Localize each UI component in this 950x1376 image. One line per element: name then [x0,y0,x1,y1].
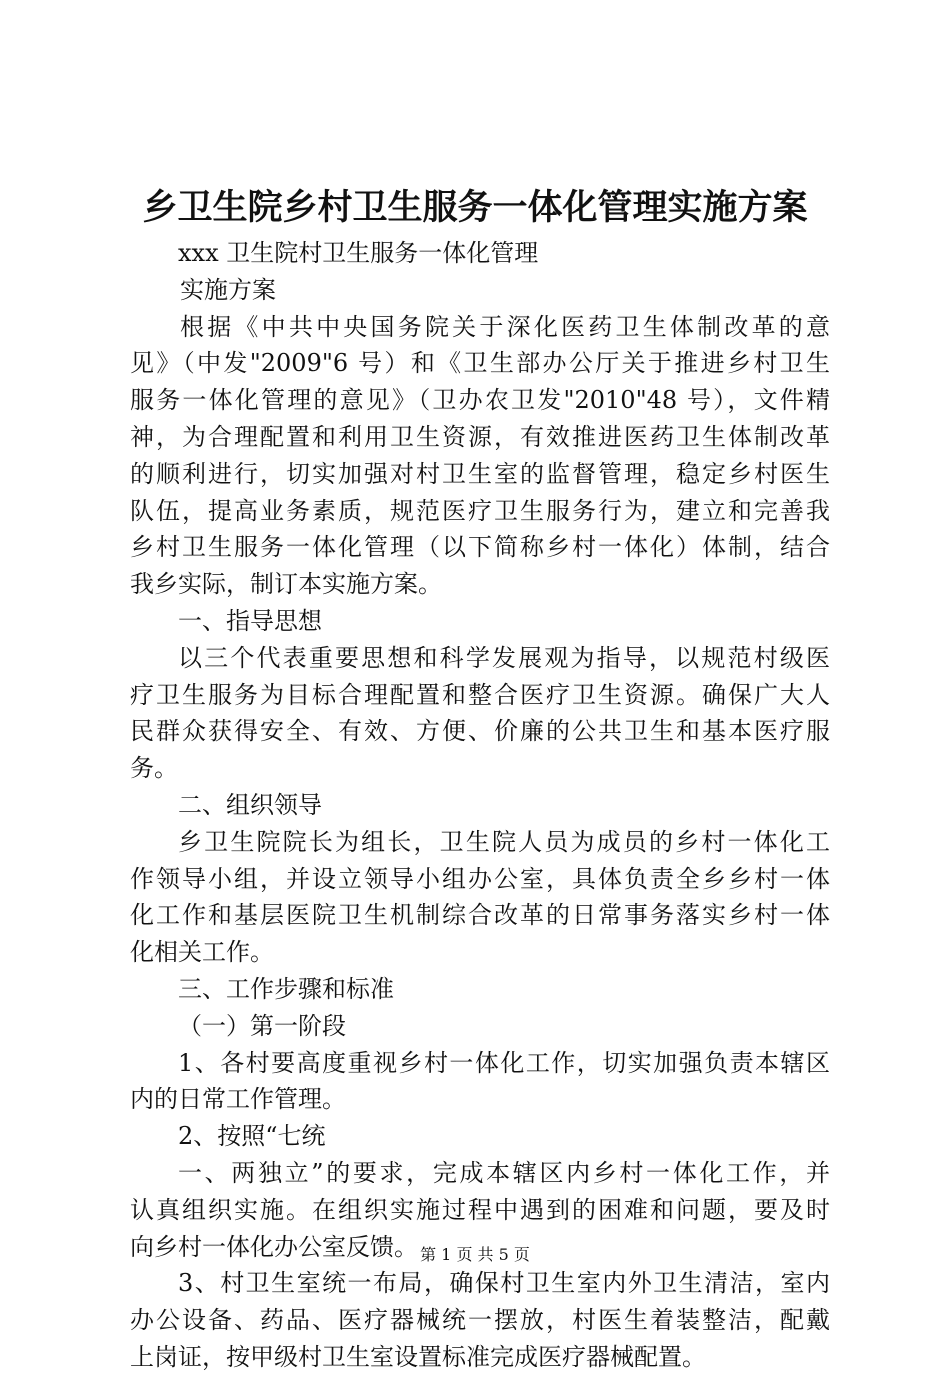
text-line: 办公设备、药品、医疗器械统一摆放，村医生着装整洁，配戴 [130,1306,830,1335]
text-line: 认真组织实施。在组织实施过程中遇到的困难和问题，要及时 [130,1195,830,1224]
text-line: 服务一体化管理的意见》（卫办农卫发"2010"48 号），文件精 [130,386,830,415]
document-title: 乡卫生院乡村卫生服务一体化管理实施方案 [142,188,808,228]
section-heading: 二、组织领导 [178,790,322,819]
text-line: 队伍，提高业务素质，规范医疗卫生服务行为，建立和完善我 [130,496,830,525]
text-line: 乡卫生院院长为组长，卫生院人员为成员的乡村一体化工 [178,827,830,856]
text-line: 我乡实际，制订本实施方案。 [130,570,442,599]
text-line: 向乡村一体化办公室反馈。 [130,1232,418,1261]
text-line: 2、按照“七统 [178,1122,326,1151]
text-line: 一、两独立”的要求，完成本辖区内乡村一体化工作，并 [178,1158,830,1187]
text-line: 上岗证，按甲级村卫生室设置标准完成医疗器械配置。 [130,1342,706,1371]
text-line: 根据《中共中央国务院关于深化医药卫生体制改革的意 [180,312,830,341]
text-line: 化相关工作。 [130,938,274,967]
text-line: 务。 [130,754,178,783]
text-line: 1、各村要高度重视乡村一体化工作，切实加强负责本辖区 [178,1048,830,1077]
text-line: xxx 卫生院村卫生服务一体化管理 [178,239,539,267]
section-heading: 三、工作步骤和标准 [178,974,394,1003]
document-body [130,235,830,1376]
text-line: 化工作和基层医院卫生机制综合改革的日常事务落实乡村一体 [130,901,830,930]
text-line: 3、村卫生室统一布局，确保村卫生室内外卫生清洁，室内 [178,1269,830,1298]
text-line: 乡村卫生服务一体化管理（以下简称乡村一体化）体制，结合 [130,533,830,562]
text-line: 作领导小组，并设立领导小组办公室，具体负责全乡乡村一体 [130,864,830,893]
text-line: 神，为合理配置和利用卫生资源，有效推进医药卫生体制改革 [130,422,830,451]
text-line: 民群众获得安全、有效、方便、价廉的公共卫生和基本医疗服 [130,717,830,746]
text-line: 疗卫生服务为目标合理配置和整合医疗卫生资源。确保广大人 [130,680,830,709]
page-footer: 第 1 页 共 5 页 [420,1245,530,1264]
text-line: 的顺利进行，切实加强对村卫生室的监督管理，稳定乡村医生 [130,459,830,488]
subsection-heading: （一）第一阶段 [178,1011,346,1040]
text-line: 实施方案 [180,275,276,304]
section-heading: 一、指导思想 [178,606,322,635]
text-line: 见》（中发"2009"6 号）和《卫生部办公厅关于推进乡村卫生 [130,349,830,378]
text-line: 内的日常工作管理。 [130,1085,346,1114]
text-line: 以三个代表重要思想和科学发展观为指导，以规范村级医 [178,643,830,672]
